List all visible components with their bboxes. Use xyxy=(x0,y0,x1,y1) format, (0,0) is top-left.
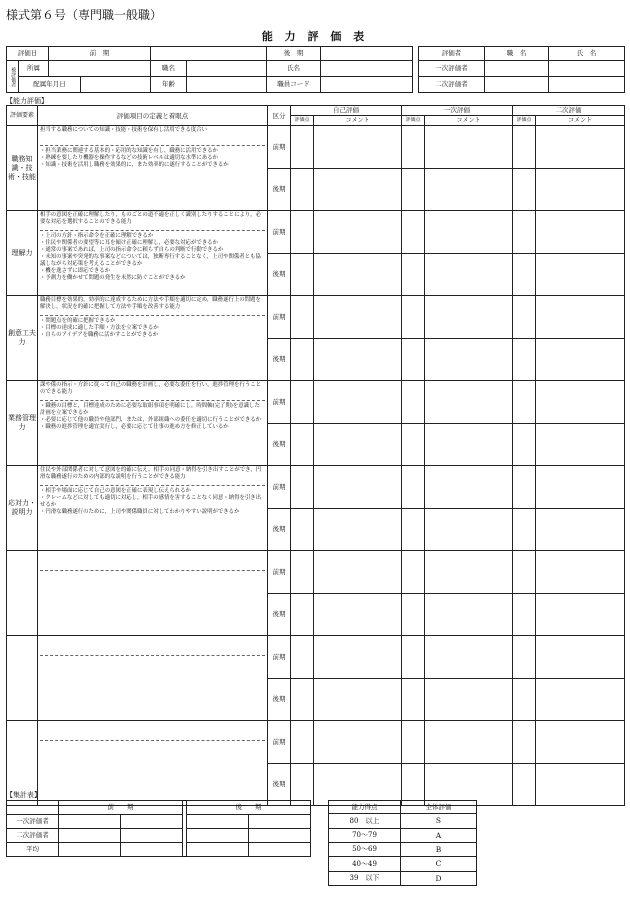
first-comment-cell[interactable] xyxy=(425,338,513,381)
period-second: 後期 xyxy=(268,338,291,381)
department-label: 所属 xyxy=(19,61,49,77)
self-comment-cell[interactable] xyxy=(314,126,402,169)
age-field[interactable] xyxy=(187,77,267,93)
first-score-cell[interactable] xyxy=(402,253,425,296)
grade-letter: D xyxy=(401,871,477,885)
evaluator-col-header: 評価者 xyxy=(419,47,485,61)
second-score-header: 評価点 xyxy=(513,116,536,126)
item-criteria xyxy=(38,551,268,636)
second-comment-cell[interactable] xyxy=(536,211,625,254)
item-criteria xyxy=(38,211,268,296)
second-score-cell[interactable] xyxy=(513,551,536,594)
grade-range: 39 以下 xyxy=(329,871,401,885)
first-score-cell[interactable] xyxy=(402,423,425,466)
grade-range: 40～49 xyxy=(329,857,401,871)
second-score-cell[interactable] xyxy=(513,763,536,806)
self-score-cell[interactable] xyxy=(291,126,314,169)
item-category xyxy=(7,551,38,636)
page-title: 能 力 評 価 表 xyxy=(261,30,369,43)
first-score-cell[interactable] xyxy=(402,593,425,636)
self-score-cell[interactable] xyxy=(291,381,314,424)
self-score-cell[interactable] xyxy=(291,551,314,594)
self-comment-cell[interactable] xyxy=(314,168,402,211)
item-category: 理解力 xyxy=(7,211,38,296)
second-score-cell[interactable] xyxy=(513,721,536,764)
item-criteria xyxy=(38,466,268,551)
item-category: 職務知識・技術・技能 xyxy=(7,126,38,211)
first-score-cell[interactable] xyxy=(402,551,425,594)
grade-letter: C xyxy=(401,857,477,871)
first-comment-cell[interactable] xyxy=(425,423,513,466)
second-comment-cell[interactable] xyxy=(536,721,625,764)
ability-evaluation-table xyxy=(6,105,625,806)
element-header: 評価要素 xyxy=(7,106,38,126)
first-score-cell[interactable] xyxy=(402,296,425,339)
item-criteria xyxy=(38,381,268,466)
self-comment-cell[interactable] xyxy=(314,381,402,424)
summary-table xyxy=(6,800,311,857)
first-score-cell[interactable] xyxy=(402,126,425,169)
second-comment-cell[interactable] xyxy=(536,253,625,296)
self-score-cell[interactable] xyxy=(291,253,314,296)
evaluator-position-header: 職 名 xyxy=(485,47,549,61)
department-field[interactable] xyxy=(49,61,151,77)
first-comment-cell[interactable] xyxy=(425,168,513,211)
self-comment-cell[interactable] xyxy=(314,508,402,551)
item-criteria xyxy=(38,721,268,806)
examinee-label: 被評価者 xyxy=(7,61,19,93)
summary-cell[interactable] xyxy=(187,829,249,843)
second-comment-cell[interactable] xyxy=(536,126,625,169)
assign-date-field[interactable] xyxy=(81,77,151,93)
period-first: 前期 xyxy=(268,636,291,679)
second-score-cell[interactable] xyxy=(513,338,536,381)
first-comment-cell[interactable] xyxy=(425,593,513,636)
item-points: ・問題点を的確に把握できるか ・目標の達成に適した手順・方法を立案できるか ・自らのアイデアを職務に活かすことができるか xyxy=(40,318,159,339)
self-score-cell[interactable] xyxy=(291,721,314,764)
second-score-cell[interactable] xyxy=(513,423,536,466)
period-second: 後期 xyxy=(268,678,291,721)
item-definition xyxy=(40,552,265,571)
first-comment-cell[interactable] xyxy=(425,678,513,721)
evaluators-table xyxy=(418,46,625,93)
grade-range: 50～69 xyxy=(329,842,401,856)
item-category: 創意工夫力 xyxy=(7,296,38,381)
period-second: 後期 xyxy=(268,593,291,636)
first-score-cell[interactable] xyxy=(402,678,425,721)
period-second: 後期 xyxy=(268,253,291,296)
second-score-cell[interactable] xyxy=(513,253,536,296)
second-score-cell[interactable] xyxy=(513,636,536,679)
summary-cell[interactable] xyxy=(249,843,311,857)
first-score-cell[interactable] xyxy=(402,466,425,509)
self-comment-cell[interactable] xyxy=(314,721,402,764)
second-comment-cell[interactable] xyxy=(536,508,625,551)
self-comment-cell[interactable] xyxy=(314,593,402,636)
summary-cell[interactable] xyxy=(121,829,183,843)
summary-corner xyxy=(7,801,59,815)
second-half-label: 後 期 xyxy=(267,47,321,61)
second-score-cell[interactable] xyxy=(513,211,536,254)
first-comment-cell[interactable] xyxy=(425,381,513,424)
second-evaluator-name-field[interactable] xyxy=(549,77,625,93)
second-comment-cell[interactable] xyxy=(536,381,625,424)
period-first: 前期 xyxy=(268,551,291,594)
summary-section-label: 【集計表】 xyxy=(6,791,41,799)
period-second: 後期 xyxy=(268,423,291,466)
self-comment-cell[interactable] xyxy=(314,338,402,381)
self-score-cell[interactable] xyxy=(291,678,314,721)
period-first: 前期 xyxy=(268,211,291,254)
first-half-date-field[interactable] xyxy=(151,47,267,61)
second-comment-cell[interactable] xyxy=(536,466,625,509)
self-comment-cell[interactable] xyxy=(314,678,402,721)
item-definition xyxy=(40,722,265,741)
form-number: 様式第６号（専門職一般職） xyxy=(6,8,163,22)
item-category: 応対力・説明力 xyxy=(7,466,38,551)
summary-second-half-header: 後 期 xyxy=(187,801,311,815)
self-score-cell[interactable] xyxy=(291,593,314,636)
self-eval-header: 自己評価 xyxy=(291,106,402,116)
self-comment-cell[interactable] xyxy=(314,636,402,679)
ability-section-label: 【能力評価】 xyxy=(6,97,48,105)
self-score-cell[interactable] xyxy=(291,423,314,466)
self-score-header: 評価点 xyxy=(291,116,314,126)
second-half-date-field[interactable] xyxy=(321,47,413,61)
summary-cell[interactable] xyxy=(121,815,183,829)
grade-overall-header: 全体評価 xyxy=(401,801,477,814)
self-score-cell[interactable] xyxy=(291,508,314,551)
second-comment-cell[interactable] xyxy=(536,338,625,381)
item-points: ・職務の目標と，目標達成のために必要な取組事項を明確にし，時間軸(完了期)を意識した計画を立案できるか ・必要に応じて他の職員や他部門，または，外部組織への委任を適切に行うことができるか ・職務の進捗管理を適宜実行し，必要に応じて仕事の進め方を修正しているか xyxy=(40,403,262,431)
self-score-cell[interactable] xyxy=(291,168,314,211)
self-comment-cell[interactable] xyxy=(314,296,402,339)
staff-code-label: 職員コード xyxy=(267,77,321,93)
name-field[interactable] xyxy=(321,61,413,77)
self-comment-header: コメント xyxy=(314,116,402,126)
period-first: 前期 xyxy=(268,126,291,169)
first-score-cell[interactable] xyxy=(402,636,425,679)
second-score-cell[interactable] xyxy=(513,381,536,424)
division-header: 区分 xyxy=(268,106,291,126)
first-comment-cell[interactable] xyxy=(425,721,513,764)
summary-cell[interactable] xyxy=(59,843,121,857)
item-definition: 相手の意図を正確に理解したり，ものごとの道不適を正しく識別したりすることにより，必要な対応を選択することのできる能力 xyxy=(40,212,265,231)
period-second: 後期 xyxy=(268,508,291,551)
second-comment-header: コメント xyxy=(536,116,625,126)
grade-range: 70～79 xyxy=(329,828,401,842)
self-comment-cell[interactable] xyxy=(314,253,402,296)
position-field[interactable] xyxy=(187,61,267,77)
item-criteria xyxy=(38,126,268,211)
first-comment-cell[interactable] xyxy=(425,126,513,169)
first-evaluator-label: 一次評価者 xyxy=(419,61,485,77)
second-score-cell[interactable] xyxy=(513,593,536,636)
summary-cell[interactable] xyxy=(59,829,121,843)
self-score-cell[interactable] xyxy=(291,636,314,679)
grade-letter: B xyxy=(401,842,477,856)
item-definition: 担当する職務についての知識・技能・技術を保有し活用できる度合い xyxy=(40,127,265,146)
summary-cell[interactable] xyxy=(187,815,249,829)
second-score-cell[interactable] xyxy=(513,296,536,339)
second-comment-cell[interactable] xyxy=(536,423,625,466)
summary-cell[interactable] xyxy=(59,815,121,829)
item-points: ・担当業務に関連する基本的・応用的な知識を有し，職務に活用できるか ・熟練を要したり機器を操作するなどの技術レベルは適切な水準にあるか ・知識・技術を活用し職務を効果的に，また効率的に遂行することができるか xyxy=(40,148,229,169)
second-eval-header: 二次評価 xyxy=(513,106,625,116)
summary-cell[interactable] xyxy=(121,843,183,857)
period-first: 前期 xyxy=(268,296,291,339)
second-comment-cell[interactable] xyxy=(536,763,625,806)
assign-date-label: 配属年月日 xyxy=(19,77,81,93)
first-score-cell[interactable] xyxy=(402,211,425,254)
first-score-cell[interactable] xyxy=(402,168,425,211)
summary-first-half-header: 前 期 xyxy=(59,801,183,815)
first-score-cell[interactable] xyxy=(402,338,425,381)
self-score-cell[interactable] xyxy=(291,211,314,254)
first-comment-cell[interactable] xyxy=(425,296,513,339)
item-definition: 職務目標を効果的，効率的に達成するために方法や手順を適切に定め，職務遂行上の問題を解決し，状況を的確に把握して方法や手順を改善する能力 xyxy=(40,297,265,316)
first-comment-cell[interactable] xyxy=(425,636,513,679)
evaluator-name-header: 氏 名 xyxy=(549,47,625,61)
second-comment-cell[interactable] xyxy=(536,593,625,636)
item-criteria xyxy=(38,636,268,721)
first-comment-cell[interactable] xyxy=(425,211,513,254)
first-score-header: 評価点 xyxy=(402,116,425,126)
summary-row-label: 一次評価者 xyxy=(7,815,59,829)
summary-row-label: 平均 xyxy=(7,843,59,857)
second-comment-cell[interactable] xyxy=(536,168,625,211)
eval-date-label: 評価日 xyxy=(7,47,49,61)
period-first: 前期 xyxy=(268,381,291,424)
second-score-cell[interactable] xyxy=(513,466,536,509)
first-score-cell[interactable] xyxy=(402,381,425,424)
second-evaluator-position-field[interactable] xyxy=(485,77,549,93)
first-comment-cell[interactable] xyxy=(425,253,513,296)
grade-range: 80 以上 xyxy=(329,814,401,828)
second-comment-cell[interactable] xyxy=(536,636,625,679)
summary-cell[interactable] xyxy=(187,843,249,857)
second-score-cell[interactable] xyxy=(513,678,536,721)
period-second: 後期 xyxy=(268,168,291,211)
second-comment-cell[interactable] xyxy=(536,296,625,339)
second-score-cell[interactable] xyxy=(513,508,536,551)
grade-points-header: 能力得点 xyxy=(329,801,401,814)
summary-row-label: 二次評価者 xyxy=(7,829,59,843)
period-second: 後期 xyxy=(268,763,291,806)
item-definition: 住民や外部関係者に対して意図を的確に伝え，相手の同意・納得を引き出すことができ，円滑な職務遂行のための内部的な説明を行うことができる能力 xyxy=(40,467,265,486)
self-score-cell[interactable] xyxy=(291,338,314,381)
item-definition xyxy=(40,637,265,656)
item-definition: 課や係の指示・方針に従って自己の職務を計画し，必要な委任を行い，進捗管理を行うことのできる能力 xyxy=(40,382,265,401)
period-first: 前期 xyxy=(268,721,291,764)
first-half-label: 前 期 xyxy=(49,47,151,61)
period-first: 前期 xyxy=(268,466,291,509)
second-comment-cell[interactable] xyxy=(536,551,625,594)
second-score-cell[interactable] xyxy=(513,168,536,211)
first-eval-header: 一次評価 xyxy=(402,106,513,116)
first-comment-cell[interactable] xyxy=(425,508,513,551)
second-score-cell[interactable] xyxy=(513,126,536,169)
first-comment-header: コメント xyxy=(425,116,513,126)
name-label: 氏名 xyxy=(267,61,321,77)
summary-cell[interactable] xyxy=(249,829,311,843)
grade-letter: S xyxy=(401,814,477,828)
summary-cell[interactable] xyxy=(249,815,311,829)
second-evaluator-label: 二次評価者 xyxy=(419,77,485,93)
self-comment-cell[interactable] xyxy=(314,423,402,466)
item-criteria xyxy=(38,296,268,381)
grade-letter: A xyxy=(401,828,477,842)
self-score-cell[interactable] xyxy=(291,466,314,509)
first-score-cell[interactable] xyxy=(402,508,425,551)
item-category xyxy=(7,636,38,721)
self-comment-cell[interactable] xyxy=(314,211,402,254)
age-label: 年齢 xyxy=(151,77,187,93)
examinee-info-table xyxy=(6,46,413,93)
definition-header: 評価項目の定義と着眼点 xyxy=(38,106,268,126)
item-category: 業務管理力 xyxy=(7,381,38,466)
item-points: ・相手や場面に応じて自己の意図を正確に表現し伝えられるか ・クレームなどに対しても適切に対応し，相手の感情を害することなく同意・納得を引き出せるか ・円滑な職務遂行のために，上司や関係職員に対してわかりやすい説明ができるか xyxy=(40,488,262,516)
first-comment-cell[interactable] xyxy=(425,466,513,509)
first-comment-cell[interactable] xyxy=(425,551,513,594)
second-comment-cell[interactable] xyxy=(536,678,625,721)
staff-code-field[interactable] xyxy=(321,77,413,93)
item-points: ・上司の方針・指示命令を正確に理解できるか ・住民や関係者の要望等に耳を傾け正確に理解し，必要な対応ができるか ・通常の事案であれば，上司の指示命令に頼らず自らの判断で行動できるか ・未知の事案や突発的な事案などについては，独断専行することなく，上司や関係者とも協議しながら対応策を考えることができるか ・機を逸さずに即応できるか ・予測力を働かせて問題の発生を未然に防ぐことができるか xyxy=(40,233,261,282)
self-comment-cell[interactable] xyxy=(314,551,402,594)
first-evaluator-name-field[interactable] xyxy=(549,61,625,77)
self-score-cell[interactable] xyxy=(291,296,314,339)
self-comment-cell[interactable] xyxy=(314,466,402,509)
position-label: 職名 xyxy=(151,61,187,77)
first-evaluator-position-field[interactable] xyxy=(485,61,549,77)
first-score-cell[interactable] xyxy=(402,721,425,764)
grade-table xyxy=(328,800,477,886)
